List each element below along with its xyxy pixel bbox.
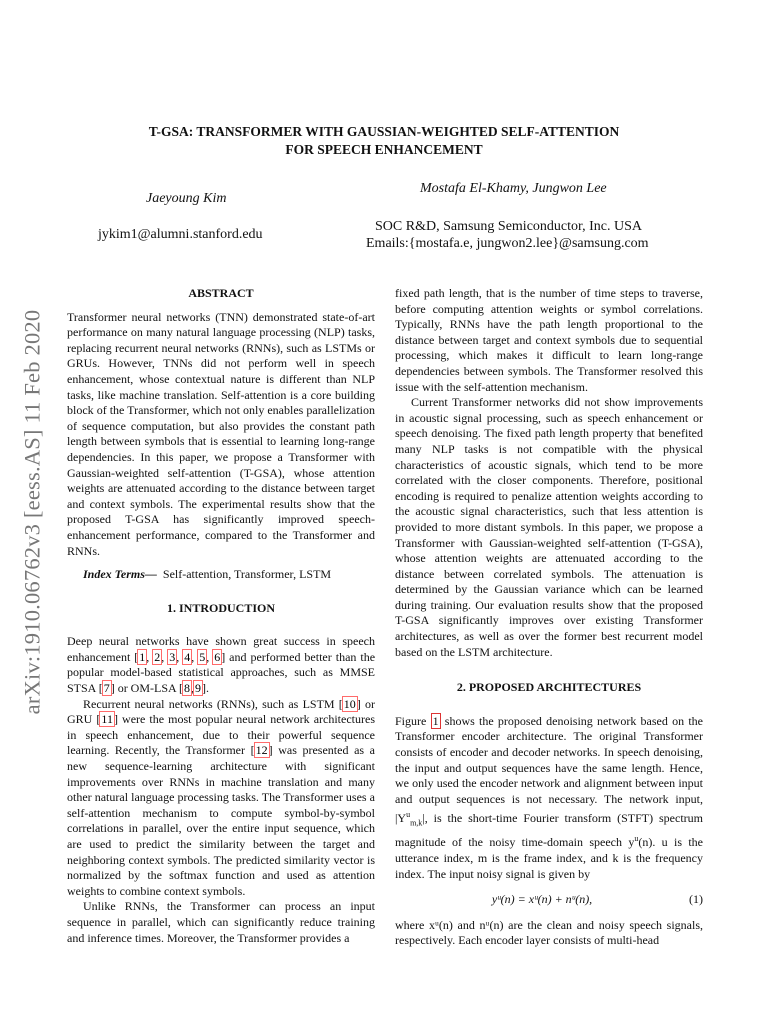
citation-link[interactable]: 2 <box>154 649 161 664</box>
author2-emails: Emails:{mostafa.e, jungwon2.lee}@samsung.com <box>366 236 649 251</box>
author2-names: Mostafa El-Khamy, Jungwon Lee <box>420 181 607 196</box>
citation-link[interactable]: 5 <box>199 649 206 664</box>
index-terms-list: Self-attention, Transformer, LSTM <box>162 567 332 582</box>
citation-link[interactable]: 11 <box>101 712 113 727</box>
author1-name: Jaeyoung Kim <box>146 191 227 206</box>
section2-paragraph-2: where xᵘ(n) and nᵘ(n) are the clean and noisy speech signals, respectively. Each encoder layer consists of multi-head <box>395 917 703 948</box>
figure-link[interactable]: 1 <box>432 713 439 728</box>
intro-heading: 1. INTRODUCTION <box>166 600 275 615</box>
abstract-heading: ABSTRACT <box>188 286 254 300</box>
right-paragraph-2: Current Transformer networks did not show improvements in acoustic signal processing, such as speech enhancement or speech denoising. The fixed path length property that benefited many NLP tasks is not compatible with the physical characteristics of acoustic signals, which tend to be more correlated with the closer components. Therefore, positional encoding is required to penalize attention weights according to the acoustic signal characteristics, such that less attention is provided to more distant symbols. In this paper, we propose a Transformer with Gaussian-weighted self-attention (T-GSA), whose attention weights are attenuated according to the distance between correlated symbols. The attenuation is determined by the Gaussian variance which can be learned during training. Our evaluation results show that the proposed T-GSA significantly improves over existing Transformer architectures, as well as over the former best recurrent model based on the LSTM architecture. <box>395 395 703 659</box>
title-line-2: FOR SPEECH ENHANCEMENT <box>285 142 483 157</box>
equation-1 <box>395 892 703 908</box>
arxiv-identifier <box>10 262 54 762</box>
citation-link[interactable]: 3 <box>169 649 176 664</box>
citation-link[interactable]: 12 <box>255 743 268 758</box>
paper-title <box>64 123 704 159</box>
index-terms <box>67 567 375 583</box>
intro-paragraph-2: Recurrent neural networks (RNNs), such as LSTM [10] or GRU [11] were the most popular neural network architectures in speech enhancement, due to their powerful sequence learning. Recently, the Transformer [12] was presented as a new sequence-learning architecture with significant improvements over RNNs in machine translation and many other natural language processing tasks. The Transformer uses a self-attention mechanism to compute symbol-by-symbol correlations in parallel, over the entire input sequence, which are used to predict the similarity between the target and neighboring context symbols. The predicted similarity vector is normalized by the softmax function and used as attention weights to combine context symbols. <box>67 696 375 898</box>
section2-heading: 2. PROPOSED ARCHITECTURES <box>456 680 642 695</box>
citation-link[interactable]: 1 <box>139 649 146 664</box>
intro-paragraph-3: Unlike RNNs, the Transformer can process an input sequence in parallel, which can significantly reduce training and inference times. Moreover, the Transformer provides a <box>67 899 375 945</box>
index-terms-label: Index Terms— <box>83 567 157 582</box>
citation-link[interactable]: 7 <box>103 681 110 696</box>
arxiv-identifier-text: arXiv:1910.06762v3 [eess.AS] 11 Feb 2020 <box>19 309 45 715</box>
equation-expression: yᵘ(n) = xᵘ(n) + nᵘ(n), <box>491 892 593 907</box>
citation-link[interactable]: 10 <box>343 696 356 711</box>
citation-link[interactable]: 4 <box>184 649 191 664</box>
abstract-text: Transformer neural networks (TNN) demonstrated state-of-art performance on many natural language processing (NLP) tasks, replacing recurrent neural networks (RNNs), such as LSTMs or GRUs. However, TNNs did not perform well in speech enhancement, whose contextual nature is different than NLP tasks, like machine translation. Self-attention is a core building block of the Transformer, which not only enables parallelization of sequence computation, but also provides the constant path length between symbols that is essential to learning long-range dependencies. In this paper, we propose a Transformer with Gaussian-weighted self-attention (T-GSA), whose attention weights are attenuated according to the distance between target and context symbols. The experimental results show that the proposed T-GSA has significantly improved speech-enhancement performance, compared to the Transformer and RNNs. <box>67 309 375 558</box>
right-paragraph-1: fixed path length, that is the number of time steps to traverse, before computing attention weights or symbol correlations. Typically, RNNs have the path length proportional to the distance between target and context symbols due to sequential processing, which makes it difficult to learn long-range dependencies between symbols. The Transformer resolved this issue with the self-attention mechanism. <box>395 286 703 394</box>
left-column <box>67 286 375 946</box>
section2-paragraph-1: Figure 1 shows the proposed denoising network based on the Transformer encoder architecture. The original Transformer consists of encoder and decoder networks. In speech denoising, the input and output sequences have the same length. Hence, we only used the encoder network and alignment between input and output sequences is not necessary. The network input, $|Y^u_{m,k}|$, is the short-time Fourier transform (STFT) spectrum magnitude of the noisy time-domain speech $y^u(n)$. u is the utterance index, m is the frame index, and k is the frequency index. The input noisy signal is given by <box>395 713 704 881</box>
intro-paragraph-1: Deep neural networks have shown great success in speech enhancement [1, 2, 3, 4, 5, 6] and performed better than the popular model-based statistical approaches, such as MMSE STSA [7] or OM-LSA [8,9]. <box>67 634 376 696</box>
title-line-1: T-GSA: TRANSFORMER WITH GAUSSIAN-WEIGHTED SELF-ATTENTION <box>148 124 620 139</box>
right-column <box>395 286 703 949</box>
author1-email: jykim1@alumni.stanford.edu <box>98 227 263 242</box>
citation-link[interactable]: 8 <box>184 681 191 696</box>
equation-number: (1) <box>689 892 703 907</box>
author2-affiliation: SOC R&D, Samsung Semiconductor, Inc. USA <box>375 219 642 234</box>
citation-link[interactable]: 9 <box>195 681 202 696</box>
citation-link[interactable]: 6 <box>214 649 221 664</box>
